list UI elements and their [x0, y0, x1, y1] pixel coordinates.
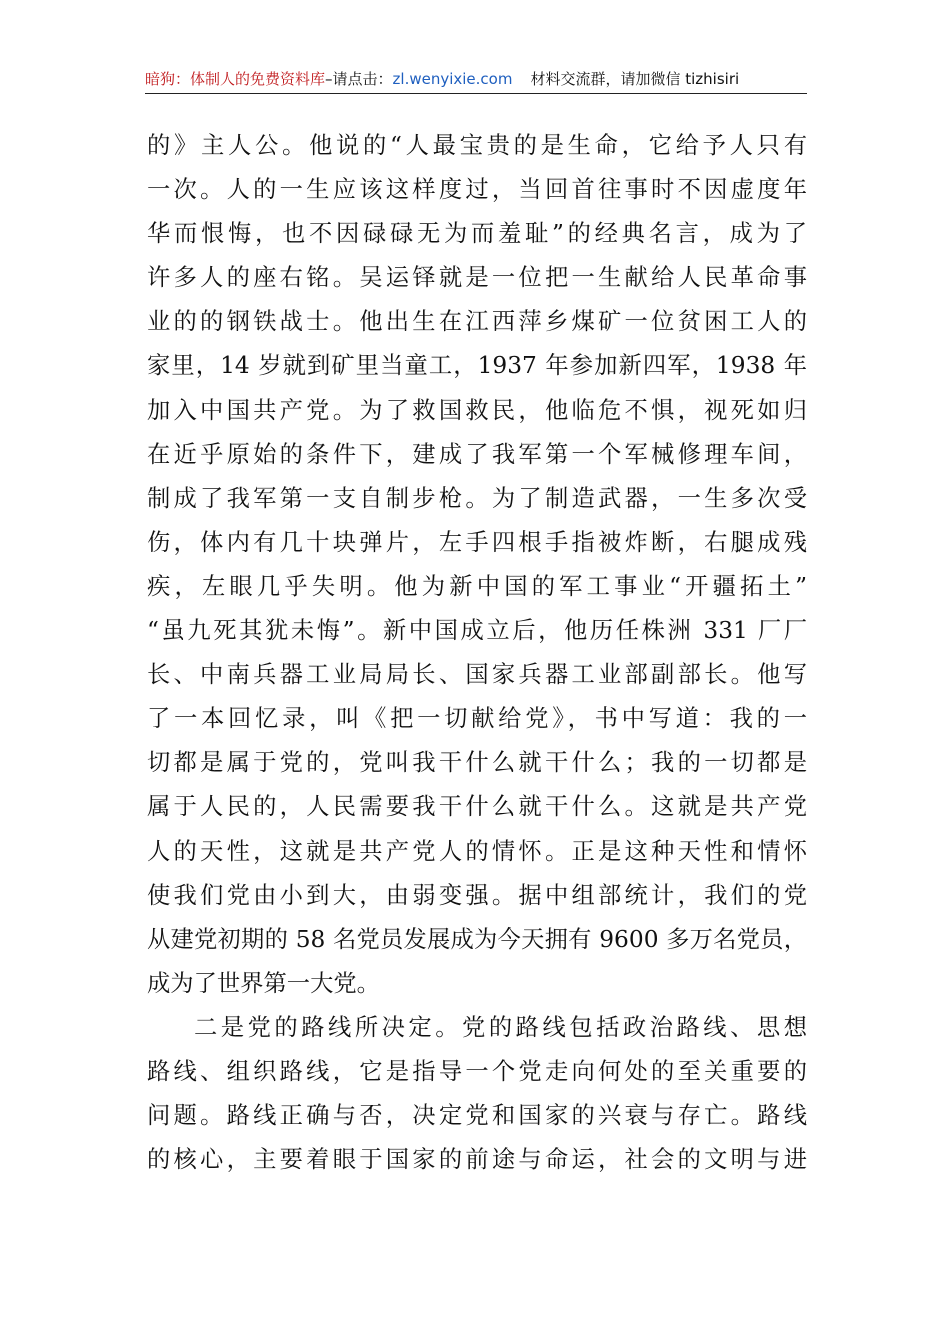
text-line: 从建党初期的 58 名党员发展成为今天拥有 9600 多万名党员，: [147, 925, 807, 953]
text-line: 在近乎原始的条件下，建成了我军第一个军械修理车间，: [147, 440, 807, 468]
text-line: 疾，左眼几乎失明。他为新中国的军工事业“开疆拓土”: [147, 572, 807, 600]
text-line: 的核心，主要着眼于国家的前途与命运，社会的文明与进: [147, 1146, 807, 1174]
text-line: 业的的钢铁战士。他出生在江西萍乡煤矿一位贫困工人的: [147, 308, 807, 336]
text-line: 许多人的座右铭。吴运铎就是一位把一生献给人民革命事: [147, 264, 807, 292]
header-url-link[interactable]: zl.wenyixie.com: [392, 70, 513, 88]
text-line: 长、中南兵器工业局局长、国家兵器工业部副部长。他写: [147, 661, 807, 689]
text-line: 家里，14 岁就到矿里当童工，1937 年参加新四军，1938 年: [147, 352, 807, 380]
text-line: 加入中国共产党。为了救国救民，他临危不惧，视死如归: [147, 396, 807, 424]
text-line: 二是党的路线所决定。党的路线包括政治路线、思想: [194, 1013, 807, 1041]
text-line: 了一本回忆录，叫《把一切献给党》，书中写道：我的一: [147, 705, 807, 733]
header-prompt: –请点击：: [325, 70, 393, 88]
document-body: [147, 124, 807, 1182]
text-line: “虽九死其犹未悔”。新中国成立后，他历任株洲 331 厂厂: [147, 617, 807, 645]
text-line: 人的天性，这就是共产党人的情怀。正是这种天性和情怀: [147, 837, 807, 865]
text-line: 切都是属于党的，党叫我干什么就干什么；我的一切都是: [147, 749, 807, 777]
text-line: 路线、组织路线，它是指导一个党走向何处的至关重要的: [147, 1057, 807, 1085]
text-line: 成为了世界第一大党。: [147, 969, 380, 997]
header-divider: [145, 93, 807, 94]
text-line: 的》主人公。他说的“人最宝贵的是生命，它给予人只有: [147, 132, 807, 159]
text-line: 华而恨悔，也不因碌碌无为而羞耻”的经典名言，成为了: [147, 220, 807, 248]
header-contact: 材料交流群，请加微信 tizhisiri: [530, 70, 740, 88]
text-line: 一次。人的一生应该这样度过，当回首往事时不因虚度年: [147, 176, 807, 204]
page-header: [145, 66, 807, 92]
text-line: 使我们党由小到大，由弱变强。据中组部统计，我们的党: [147, 881, 807, 909]
text-line: 属于人民的，人民需要我干什么就干什么。这就是共产党: [147, 793, 807, 821]
text-line: 制成了我军第一支自制步枪。为了制造武器，一生多次受: [147, 484, 807, 512]
text-line: 伤，体内有几十块弹片，左手四根手指被炸断，右腿成残: [147, 528, 807, 556]
text-line: 问题。路线正确与否，决定党和国家的兴衰与存亡。路线: [147, 1102, 807, 1130]
header-brand[interactable]: 暗狗：体制人的免费资料库: [145, 70, 326, 88]
